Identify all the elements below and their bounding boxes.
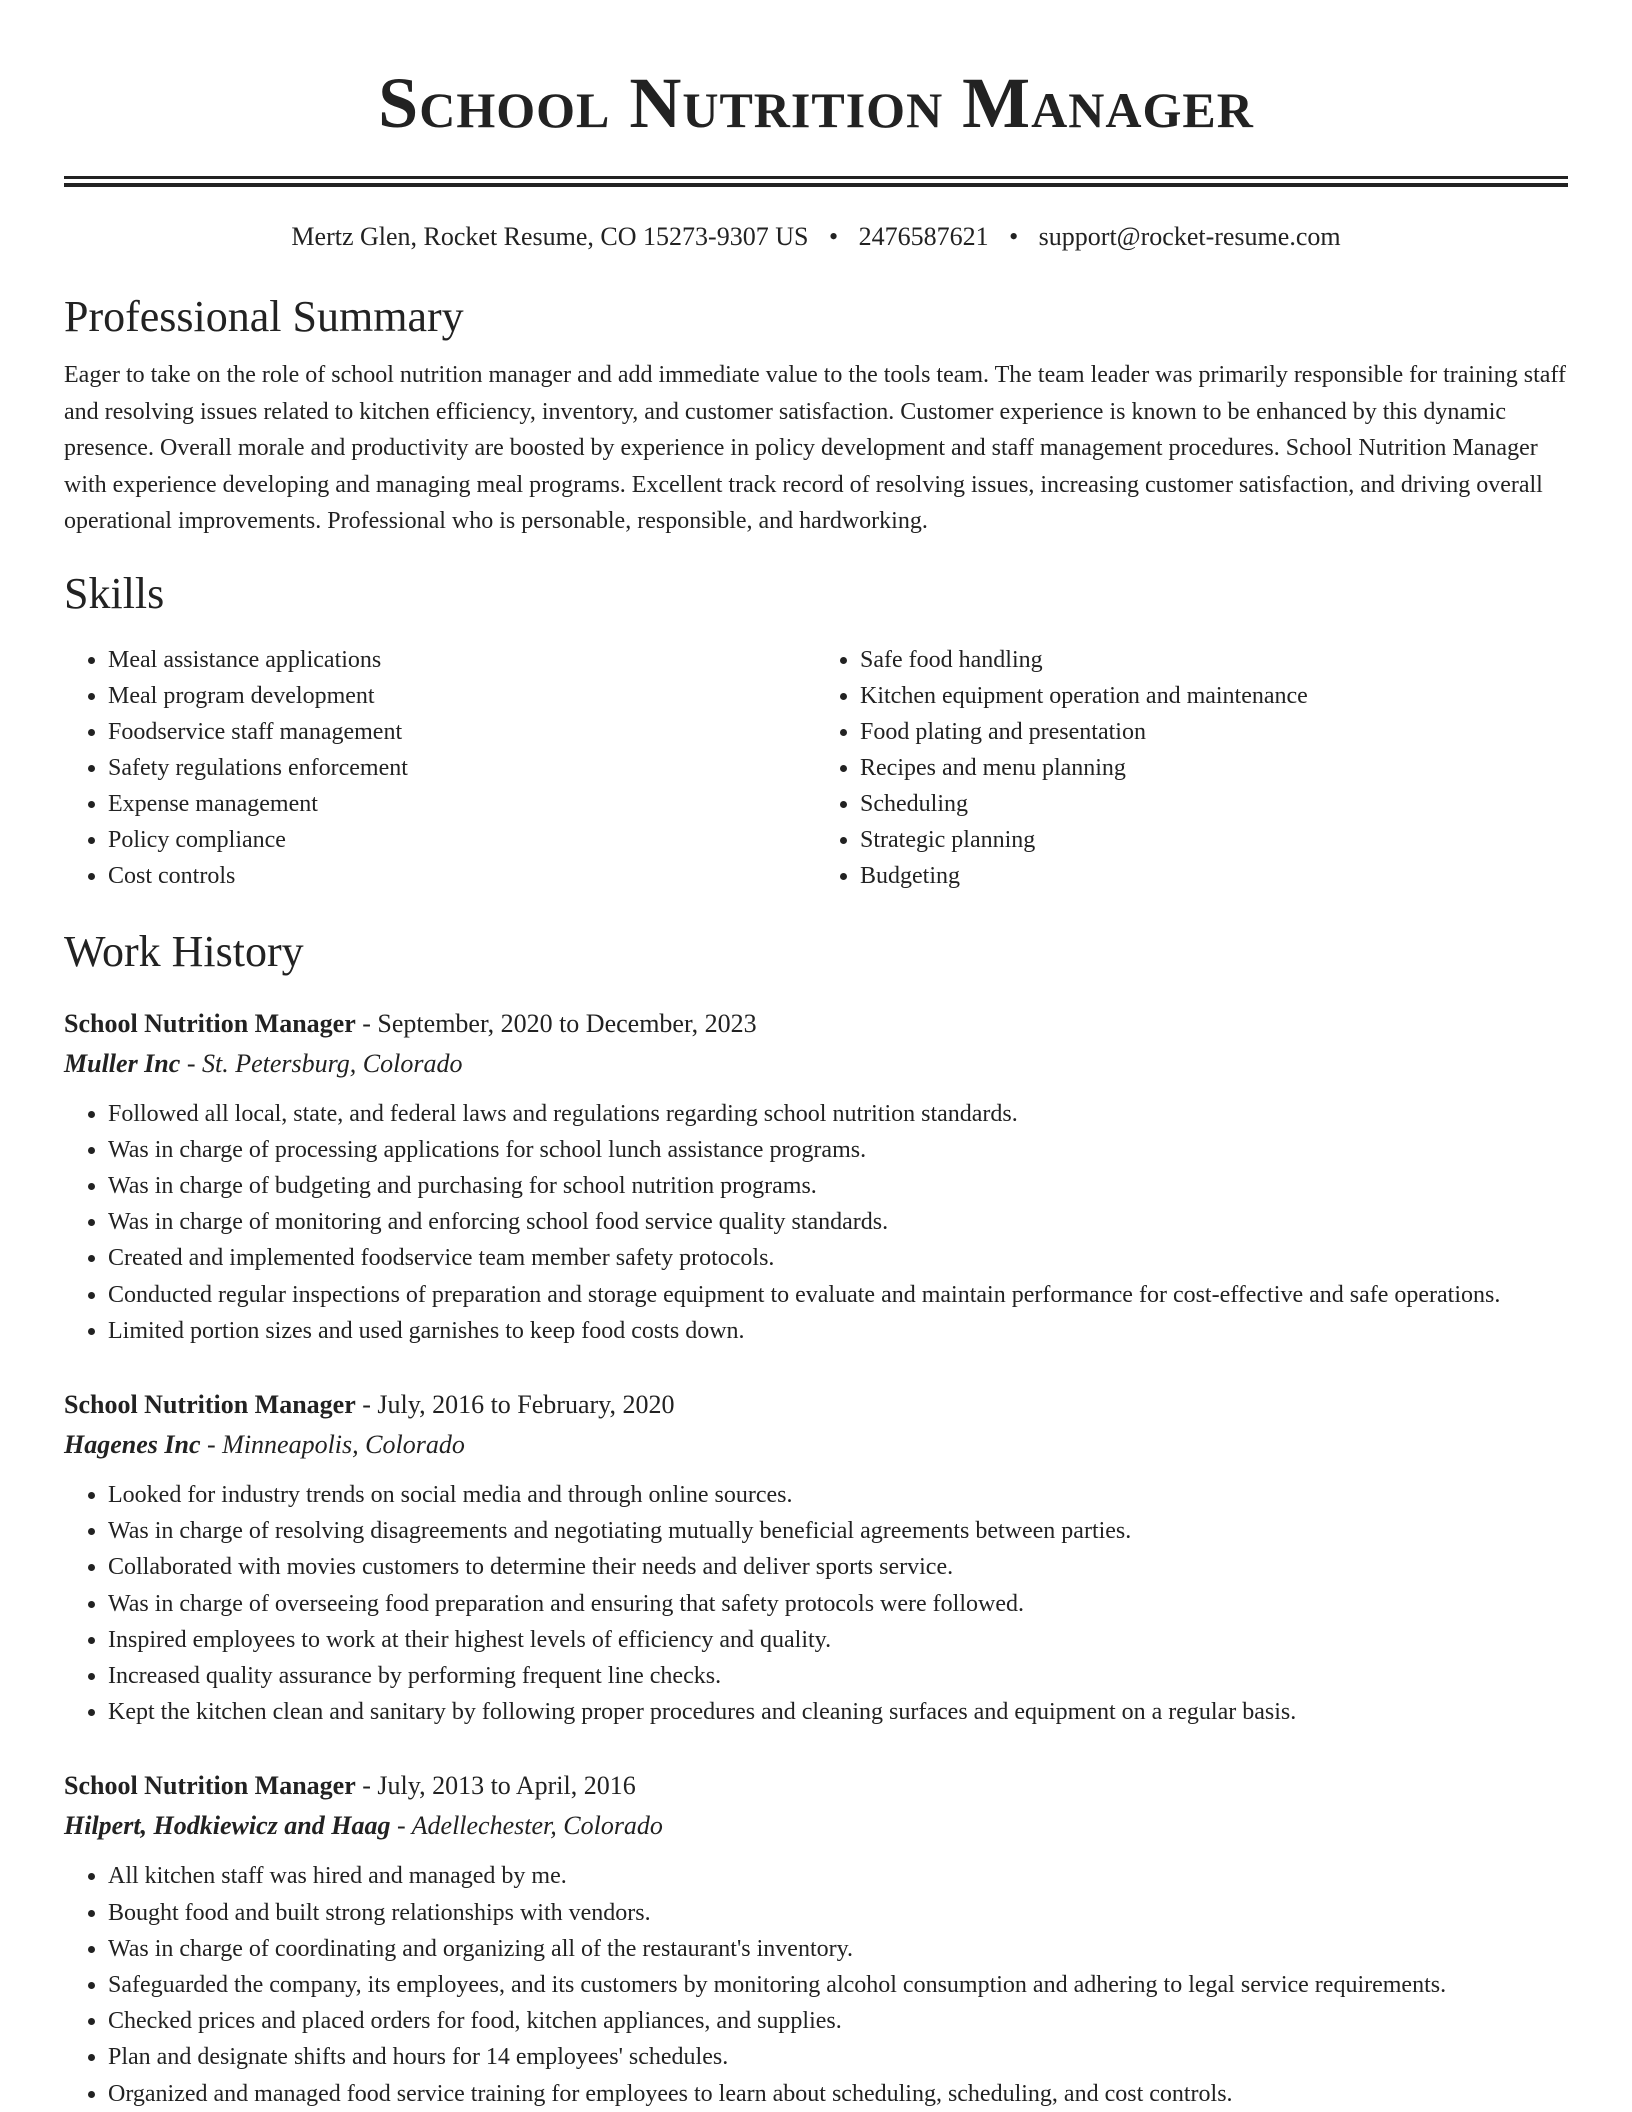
skill-item: • Cost controls: [108, 858, 816, 894]
skill-item: • Foodservice staff management: [108, 714, 816, 750]
skills-heading: Skills: [64, 568, 165, 618]
job-bullet: • Was in charge of resolving disagreements and negotiating mutually beneficial agreements between parties.: [108, 1513, 1568, 1549]
skill-item: • Policy compliance: [108, 822, 816, 858]
job-location: - Minneapolis, Colorado: [200, 1429, 465, 1459]
job-title-line: [64, 1385, 1568, 1425]
job-bullet: • Kept the kitchen clean and sanitary by following proper procedures and cleaning surfaces and equipment on a regular basis.: [108, 1694, 1568, 1730]
skills-list: [64, 642, 1568, 894]
job-role: School Nutrition Manager: [64, 1771, 356, 1801]
job-bullet: • Was in charge of overseeing food preparation and ensuring that safety protocols were followed.: [108, 1586, 1568, 1622]
job-role: School Nutrition Manager: [64, 1008, 356, 1038]
summary-heading: Professional Summary: [64, 292, 464, 341]
work-history-heading: Work History: [64, 926, 304, 976]
skill-item: • Food plating and presentation: [860, 714, 1568, 750]
job-bullet: • Bought food and built strong relationships with vendors.: [108, 1895, 1568, 1931]
job-bullet: • All kitchen staff was hired and managed by me.: [108, 1858, 1568, 1894]
job-bullet: • Was in charge of budgeting and purchasing for school nutrition programs.: [108, 1168, 1568, 1204]
job-bullet: • Inspired employees to work at their highest levels of efficiency and quality.: [108, 1622, 1568, 1658]
skill-item: • Recipes and menu planning: [860, 750, 1568, 786]
contact-address: Mertz Glen, Rocket Resume, CO 15273-9307 US: [291, 222, 809, 251]
skill-item: • Expense management: [108, 786, 816, 822]
skill-item: • Kitchen equipment operation and maintenance: [860, 678, 1568, 714]
job-bullet: • Collaborated with movies customers to determine their needs and deliver sports service.: [108, 1549, 1568, 1585]
job-company: Hilpert, Hodkiewicz and Haag: [64, 1811, 391, 1841]
skill-item: • Safe food handling: [860, 642, 1568, 678]
job-company: Hagenes Inc: [64, 1429, 201, 1459]
job-entry: [64, 1766, 1568, 2111]
job-dates: - July, 2016 to February, 2020: [355, 1389, 675, 1419]
job-bullets: [64, 1477, 1568, 1730]
skill-item: • Strategic planning: [860, 822, 1568, 858]
skill-item: • Budgeting: [860, 858, 1568, 894]
job-company: Muller Inc: [64, 1048, 181, 1078]
job-bullet: • Increased quality assurance by performing frequent line checks.: [108, 1658, 1568, 1694]
header-divider: [64, 176, 1568, 187]
job-bullet: • Checked prices and placed orders for food, kitchen appliances, and supplies.: [108, 2003, 1568, 2039]
job-bullet: • Followed all local, state, and federal laws and regulations regarding school nutrition standards.: [108, 1096, 1568, 1132]
contact-separator: •: [828, 222, 839, 251]
job-bullet: • Organized and managed food service training for employees to learn about scheduling, scheduling, and cost controls.: [108, 2076, 1568, 2112]
skills-column-right: [816, 642, 1568, 894]
job-location: - St. Petersburg, Colorado: [180, 1048, 463, 1078]
skill-item: • Meal program development: [108, 678, 816, 714]
job-company-line: [64, 1044, 1568, 1084]
job-entry: [64, 1004, 1568, 1349]
contact-phone: 2476587621: [858, 222, 989, 251]
summary-text: Eager to take on the role of school nutrition manager and add immediate value to the tools team. The team leader was primarily responsible for training staff and resolving issues related to kitchen efficiency, inventory, and customer satisfaction. Customer experience is known to be enhanced by this dynamic presence. Overall morale and productivity are boosted by experience in policy development and staff management procedures. School Nutrition Manager with experience developing and managing meal programs. Excellent track record of resolving issues, increasing customer satisfaction, and driving overall operational improvements. Professional who is personable, responsible, and hardworking.: [64, 362, 1566, 534]
skills-column-left: [64, 642, 816, 894]
job-bullets: [64, 1858, 1568, 2111]
job-bullet: • Created and implemented foodservice team member safety protocols.: [108, 1240, 1568, 1276]
job-entry: [64, 1385, 1568, 1730]
job-dates: - July, 2013 to April, 2016: [355, 1771, 636, 1801]
skill-item: • Safety regulations enforcement: [108, 750, 816, 786]
job-location: - Adellechester, Colorado: [390, 1811, 663, 1841]
contact-separator: •: [1009, 222, 1019, 251]
skill-item: • Meal assistance applications: [108, 642, 816, 678]
job-bullet: • Was in charge of coordinating and organizing all of the restaurant's inventory.: [108, 1931, 1568, 1967]
job-bullet: • Limited portion sizes and used garnishes to keep food costs down.: [108, 1313, 1568, 1349]
candidate-name: School Nutrition Manager: [378, 63, 1254, 143]
job-bullets: [64, 1096, 1568, 1349]
job-company-line: [64, 1806, 1568, 1846]
job-dates: - September, 2020 to December, 2023: [355, 1008, 757, 1038]
skill-item: • Scheduling: [860, 786, 1568, 822]
job-company-line: [64, 1425, 1568, 1465]
job-bullet: • Safeguarded the company, its employees, and its customers by monitoring alcohol consumption and adhering to legal service requirements.: [108, 1967, 1568, 2003]
job-title-line: [64, 1766, 1568, 1806]
job-role: School Nutrition Manager: [64, 1389, 356, 1419]
job-bullet: • Conducted regular inspections of preparation and storage equipment to evaluate and maintain performance for cost-effective and safe operations.: [108, 1277, 1568, 1313]
job-bullet: • Was in charge of monitoring and enforcing school food service quality standards.: [108, 1204, 1568, 1240]
contact-email: support@rocket-resume.com: [1038, 222, 1341, 251]
job-bullet: • Was in charge of processing applications for school lunch assistance programs.: [108, 1132, 1568, 1168]
job-bullet: • Plan and designate shifts and hours for 14 employees' schedules.: [108, 2039, 1568, 2075]
contact-line: [64, 221, 1568, 253]
job-bullet: • Looked for industry trends on social media and through online sources.: [108, 1477, 1568, 1513]
job-title-line: [64, 1004, 1568, 1044]
